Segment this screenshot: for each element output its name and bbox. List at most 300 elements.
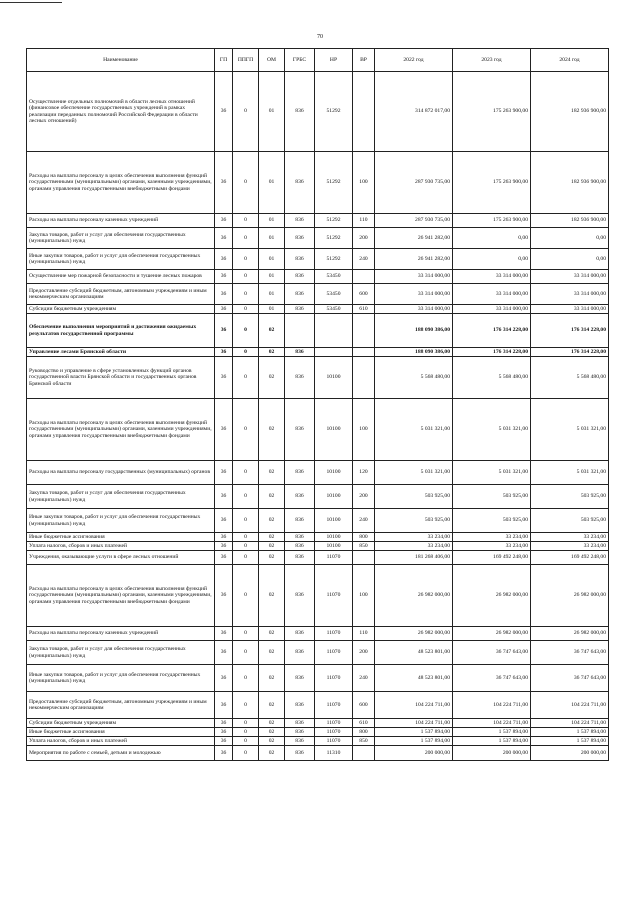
row-vr: 120 bbox=[353, 461, 375, 485]
row-om: 02 bbox=[259, 746, 285, 761]
row-amount-2022: 188 090 386,00 bbox=[375, 348, 453, 357]
row-name: Закупка товаров, работ и услуг для обеспечения государственных (муниципальных) нужд bbox=[27, 485, 215, 509]
table-row bbox=[27, 152, 609, 214]
row-amount-2022: 314 872 017,00 bbox=[375, 72, 453, 152]
row-amount-2024: 182 936 900,00 bbox=[531, 72, 609, 152]
row-amount-2024: 33 314 000,00 bbox=[531, 284, 609, 305]
row-amount-2024: 33 314 000,00 bbox=[531, 270, 609, 284]
row-grbs: 836 bbox=[285, 551, 315, 565]
row-amount-2023: 5 568 480,00 bbox=[453, 357, 531, 399]
row-nr: 10100 bbox=[315, 461, 353, 485]
table-row bbox=[27, 270, 609, 284]
row-amount-2022: 188 090 386,00 bbox=[375, 314, 453, 348]
row-amount-2023: 36 747 643,00 bbox=[453, 641, 531, 665]
row-om: 02 bbox=[259, 542, 285, 551]
row-amount-2022: 5 031 321,00 bbox=[375, 461, 453, 485]
row-gp: 36 bbox=[215, 399, 233, 461]
row-nr: 10100 bbox=[315, 542, 353, 551]
row-amount-2024: 36 747 643,00 bbox=[531, 665, 609, 692]
row-ppgp: 0 bbox=[233, 719, 259, 728]
row-gp: 36 bbox=[215, 214, 233, 228]
row-ppgp: 0 bbox=[233, 214, 259, 228]
row-vr bbox=[353, 270, 375, 284]
row-vr: 800 bbox=[353, 728, 375, 737]
row-name: Расходы на выплаты персоналу государственных (муниципальных) органов bbox=[27, 461, 215, 485]
row-name: Учреждения, оказывающие услуги в сфере лесных отношений bbox=[27, 551, 215, 565]
row-om: 02 bbox=[259, 565, 285, 627]
row-vr: 110 bbox=[353, 627, 375, 641]
row-nr: 11070 bbox=[315, 641, 353, 665]
row-gp: 36 bbox=[215, 485, 233, 509]
row-name: Уплата налогов, сборов и иных платежей bbox=[27, 737, 215, 746]
row-amount-2023: 175 263 900,00 bbox=[453, 72, 531, 152]
table-row bbox=[27, 533, 609, 542]
row-grbs: 836 bbox=[285, 270, 315, 284]
row-ppgp: 0 bbox=[233, 348, 259, 357]
row-name: Расходы на выплаты персоналу казенных учреждений bbox=[27, 627, 215, 641]
row-om: 02 bbox=[259, 533, 285, 542]
row-om: 01 bbox=[259, 284, 285, 305]
row-nr: 53450 bbox=[315, 305, 353, 314]
row-gp: 36 bbox=[215, 270, 233, 284]
row-amount-2022: 33 234,00 bbox=[375, 533, 453, 542]
row-amount-2022: 5 568 480,00 bbox=[375, 357, 453, 399]
row-amount-2024: 33 234,00 bbox=[531, 542, 609, 551]
row-nr: 53450 bbox=[315, 284, 353, 305]
row-amount-2023: 33 314 000,00 bbox=[453, 305, 531, 314]
row-grbs: 836 bbox=[285, 719, 315, 728]
row-nr: 11070 bbox=[315, 737, 353, 746]
row-amount-2022: 26 941 282,00 bbox=[375, 249, 453, 270]
row-nr: 10100 bbox=[315, 485, 353, 509]
row-ppgp: 0 bbox=[233, 152, 259, 214]
table-row bbox=[27, 72, 609, 152]
row-ppgp: 0 bbox=[233, 228, 259, 249]
row-gp: 36 bbox=[215, 542, 233, 551]
table-row bbox=[27, 249, 609, 270]
row-ppgp: 0 bbox=[233, 314, 259, 348]
row-om: 01 bbox=[259, 214, 285, 228]
row-vr bbox=[353, 357, 375, 399]
row-amount-2022: 104 224 711,00 bbox=[375, 692, 453, 719]
row-gp: 36 bbox=[215, 72, 233, 152]
row-ppgp: 0 bbox=[233, 728, 259, 737]
header-year-2024: 2024 год bbox=[531, 49, 609, 72]
row-vr: 850 bbox=[353, 542, 375, 551]
row-nr: 10100 bbox=[315, 509, 353, 533]
row-amount-2023: 104 224 711,00 bbox=[453, 692, 531, 719]
table-row bbox=[27, 542, 609, 551]
row-nr: 10100 bbox=[315, 357, 353, 399]
table-row bbox=[27, 509, 609, 533]
table-row bbox=[27, 728, 609, 737]
row-vr: 240 bbox=[353, 665, 375, 692]
row-nr: 11070 bbox=[315, 692, 353, 719]
row-grbs: 836 bbox=[285, 665, 315, 692]
row-nr: 51292 bbox=[315, 249, 353, 270]
row-amount-2022: 26 982 000,00 bbox=[375, 565, 453, 627]
row-om: 02 bbox=[259, 692, 285, 719]
row-amount-2022: 5 031 321,00 bbox=[375, 399, 453, 461]
row-vr: 100 bbox=[353, 399, 375, 461]
table-row bbox=[27, 228, 609, 249]
row-gp: 36 bbox=[215, 152, 233, 214]
row-ppgp: 0 bbox=[233, 665, 259, 692]
row-om: 02 bbox=[259, 627, 285, 641]
row-ppgp: 0 bbox=[233, 284, 259, 305]
table-row bbox=[27, 348, 609, 357]
row-name: Субсидии бюджетным учреждениям bbox=[27, 719, 215, 728]
row-amount-2023: 0,00 bbox=[453, 228, 531, 249]
row-ppgp: 0 bbox=[233, 627, 259, 641]
header-gp: ГП bbox=[215, 49, 233, 72]
row-nr: 51292 bbox=[315, 72, 353, 152]
row-ppgp: 0 bbox=[233, 509, 259, 533]
row-name: Осуществление отдельных полномочий в области лесных отношений (финансовое обеспечение государственных учреждений в рамках реализации переданных полномочий Российской Федерации в области лесных отношений) bbox=[27, 72, 215, 152]
row-nr: 51292 bbox=[315, 214, 353, 228]
table-row bbox=[27, 627, 609, 641]
row-om: 02 bbox=[259, 509, 285, 533]
row-amount-2022: 1 537 894,00 bbox=[375, 728, 453, 737]
row-gp: 36 bbox=[215, 284, 233, 305]
row-amount-2024: 200 000,00 bbox=[531, 746, 609, 761]
row-amount-2022: 181 268 406,00 bbox=[375, 551, 453, 565]
row-nr: 11070 bbox=[315, 627, 353, 641]
table-row bbox=[27, 551, 609, 565]
row-om: 02 bbox=[259, 728, 285, 737]
row-grbs: 836 bbox=[285, 357, 315, 399]
row-grbs: 836 bbox=[285, 565, 315, 627]
row-vr: 850 bbox=[353, 737, 375, 746]
row-amount-2023: 33 234,00 bbox=[453, 533, 531, 542]
row-gp: 36 bbox=[215, 357, 233, 399]
row-amount-2023: 5 031 321,00 bbox=[453, 399, 531, 461]
row-grbs: 836 bbox=[285, 228, 315, 249]
row-om: 02 bbox=[259, 348, 285, 357]
row-name: Уплата налогов, сборов и иных платежей bbox=[27, 542, 215, 551]
row-amount-2024: 182 936 900,00 bbox=[531, 152, 609, 214]
row-ppgp: 0 bbox=[233, 357, 259, 399]
table-row bbox=[27, 665, 609, 692]
row-grbs: 836 bbox=[285, 509, 315, 533]
row-vr: 800 bbox=[353, 533, 375, 542]
row-amount-2022: 33 314 000,00 bbox=[375, 270, 453, 284]
row-vr bbox=[353, 314, 375, 348]
row-om: 01 bbox=[259, 152, 285, 214]
row-ppgp: 0 bbox=[233, 72, 259, 152]
row-name: Предоставление субсидий бюджетным, автономным учреждениям и иным некоммерческим организациям bbox=[27, 284, 215, 305]
row-amount-2024: 0,00 bbox=[531, 228, 609, 249]
header-year-2022: 2022 год bbox=[375, 49, 453, 72]
row-name: Управление лесами Брянской области bbox=[27, 348, 215, 357]
table-row bbox=[27, 314, 609, 348]
row-gp: 36 bbox=[215, 314, 233, 348]
row-gp: 36 bbox=[215, 461, 233, 485]
row-amount-2024: 5 031 321,00 bbox=[531, 399, 609, 461]
row-nr: 11070 bbox=[315, 665, 353, 692]
row-om: 02 bbox=[259, 357, 285, 399]
table-body bbox=[27, 72, 609, 761]
row-vr bbox=[353, 746, 375, 761]
row-vr: 100 bbox=[353, 565, 375, 627]
row-gp: 36 bbox=[215, 692, 233, 719]
row-vr bbox=[353, 551, 375, 565]
row-grbs: 836 bbox=[285, 461, 315, 485]
table-row bbox=[27, 692, 609, 719]
row-vr: 110 bbox=[353, 214, 375, 228]
row-amount-2023: 33 314 000,00 bbox=[453, 284, 531, 305]
table-row bbox=[27, 214, 609, 228]
row-name: Расходы на выплаты персоналу в целях обеспечения выполнения функций государственными (муниципальными) органами, казенными учреждениями, органами управления государственными внебюджетными фондами bbox=[27, 565, 215, 627]
row-amount-2024: 5 031 321,00 bbox=[531, 461, 609, 485]
row-name: Мероприятия по работе с семьей, детьми и молодежью bbox=[27, 746, 215, 761]
row-name: Расходы на выплаты персоналу в целях обеспечения выполнения функций государственными (муниципальными) органами, казенными учреждениями, органами управления государственными внебюджетными фондами bbox=[27, 399, 215, 461]
row-gp: 36 bbox=[215, 737, 233, 746]
row-amount-2022: 48 523 801,00 bbox=[375, 665, 453, 692]
row-amount-2022: 26 941 282,00 bbox=[375, 228, 453, 249]
header-om: ОМ bbox=[259, 49, 285, 72]
row-amount-2022: 48 523 801,00 bbox=[375, 641, 453, 665]
table-row bbox=[27, 399, 609, 461]
row-amount-2022: 287 930 735,00 bbox=[375, 214, 453, 228]
header-grbs: ГРБС bbox=[285, 49, 315, 72]
header-name: Наименование bbox=[27, 49, 215, 72]
table-row bbox=[27, 746, 609, 761]
row-amount-2023: 175 263 900,00 bbox=[453, 214, 531, 228]
row-ppgp: 0 bbox=[233, 737, 259, 746]
row-amount-2023: 175 263 900,00 bbox=[453, 152, 531, 214]
header-ppgp: ППГП bbox=[233, 49, 259, 72]
row-gp: 36 bbox=[215, 509, 233, 533]
row-nr: 11070 bbox=[315, 565, 353, 627]
row-name: Расходы на выплаты персоналу казенных учреждений bbox=[27, 214, 215, 228]
row-ppgp: 0 bbox=[233, 270, 259, 284]
row-gp: 36 bbox=[215, 719, 233, 728]
row-name: Обеспечение выполнения мероприятий и достижения ожидаемых результатов государственной программы bbox=[27, 314, 215, 348]
row-amount-2024: 169 492 248,00 bbox=[531, 551, 609, 565]
row-om: 02 bbox=[259, 737, 285, 746]
row-gp: 36 bbox=[215, 305, 233, 314]
row-om: 02 bbox=[259, 641, 285, 665]
row-grbs: 836 bbox=[285, 72, 315, 152]
row-grbs: 836 bbox=[285, 641, 315, 665]
row-grbs: 836 bbox=[285, 692, 315, 719]
row-name: Руководство и управление в сфере установленных функций органов государственной власти Брянской области и государственных органов Брянской области bbox=[27, 357, 215, 399]
row-grbs: 836 bbox=[285, 737, 315, 746]
row-amount-2023: 33 234,00 bbox=[453, 542, 531, 551]
row-name: Иные закупки товаров, работ и услуг для обеспечения государственных (муниципальных) нужд bbox=[27, 249, 215, 270]
row-grbs: 836 bbox=[285, 485, 315, 509]
row-grbs: 836 bbox=[285, 542, 315, 551]
row-nr: 11070 bbox=[315, 719, 353, 728]
row-ppgp: 0 bbox=[233, 565, 259, 627]
row-om: 02 bbox=[259, 314, 285, 348]
top-rule bbox=[0, 2, 62, 3]
row-om: 02 bbox=[259, 485, 285, 509]
row-om: 01 bbox=[259, 228, 285, 249]
row-nr: 11070 bbox=[315, 728, 353, 737]
row-amount-2024: 1 537 894,00 bbox=[531, 737, 609, 746]
row-amount-2022: 503 925,00 bbox=[375, 485, 453, 509]
header-vr: ВР bbox=[353, 49, 375, 72]
row-name: Расходы на выплаты персоналу в целях обеспечения выполнения функций государственными (муниципальными) органами, казенными учреждениями, органами управления государственными внебюджетными фондами bbox=[27, 152, 215, 214]
row-amount-2023: 503 925,00 bbox=[453, 509, 531, 533]
row-gp: 36 bbox=[215, 533, 233, 542]
table-row bbox=[27, 461, 609, 485]
row-name: Иные закупки товаров, работ и услуг для обеспечения государственных (муниципальных) нужд bbox=[27, 509, 215, 533]
row-amount-2024: 503 925,00 bbox=[531, 509, 609, 533]
row-ppgp: 0 bbox=[233, 485, 259, 509]
row-name: Осуществление мер пожарной безопасности и тушение лесных пожаров bbox=[27, 270, 215, 284]
table-row bbox=[27, 305, 609, 314]
row-ppgp: 0 bbox=[233, 746, 259, 761]
row-grbs: 836 bbox=[285, 533, 315, 542]
row-grbs: 836 bbox=[285, 305, 315, 314]
row-om: 02 bbox=[259, 719, 285, 728]
row-amount-2024: 104 224 711,00 bbox=[531, 692, 609, 719]
row-amount-2024: 1 537 894,00 bbox=[531, 728, 609, 737]
row-vr: 610 bbox=[353, 305, 375, 314]
row-nr: 11070 bbox=[315, 551, 353, 565]
row-amount-2023: 33 314 000,00 bbox=[453, 270, 531, 284]
row-name: Закупка товаров, работ и услуг для обеспечения государственных (муниципальных) нужд bbox=[27, 228, 215, 249]
row-ppgp: 0 bbox=[233, 461, 259, 485]
row-grbs: 836 bbox=[285, 627, 315, 641]
row-name: Закупка товаров, работ и услуг для обеспечения государственных (муниципальных) нужд bbox=[27, 641, 215, 665]
table-row bbox=[27, 357, 609, 399]
row-name: Предоставление субсидий бюджетным, автономным учреждениям и иным некоммерческим организациям bbox=[27, 692, 215, 719]
table-row bbox=[27, 284, 609, 305]
row-grbs: 836 bbox=[285, 152, 315, 214]
row-amount-2022: 33 234,00 bbox=[375, 542, 453, 551]
row-vr bbox=[353, 72, 375, 152]
row-grbs: 836 bbox=[285, 284, 315, 305]
row-grbs: 836 bbox=[285, 728, 315, 737]
row-ppgp: 0 bbox=[233, 533, 259, 542]
row-gp: 36 bbox=[215, 728, 233, 737]
row-amount-2024: 182 936 900,00 bbox=[531, 214, 609, 228]
row-nr bbox=[315, 348, 353, 357]
table-row bbox=[27, 641, 609, 665]
row-grbs: 836 bbox=[285, 399, 315, 461]
row-ppgp: 0 bbox=[233, 641, 259, 665]
row-vr: 200 bbox=[353, 641, 375, 665]
table-row bbox=[27, 719, 609, 728]
row-amount-2024: 176 314 228,00 bbox=[531, 348, 609, 357]
table-row bbox=[27, 565, 609, 627]
row-amount-2023: 200 000,00 bbox=[453, 746, 531, 761]
row-grbs: 836 bbox=[285, 249, 315, 270]
row-nr bbox=[315, 314, 353, 348]
row-om: 01 bbox=[259, 249, 285, 270]
row-amount-2024: 503 925,00 bbox=[531, 485, 609, 509]
row-om: 02 bbox=[259, 461, 285, 485]
budget-table bbox=[26, 48, 609, 761]
row-name: Иные бюджетные ассигнования bbox=[27, 533, 215, 542]
row-grbs: 836 bbox=[285, 348, 315, 357]
row-amount-2024: 33 314 000,00 bbox=[531, 305, 609, 314]
row-gp: 36 bbox=[215, 249, 233, 270]
row-om: 02 bbox=[259, 551, 285, 565]
row-ppgp: 0 bbox=[233, 399, 259, 461]
row-amount-2023: 26 982 000,00 bbox=[453, 565, 531, 627]
row-amount-2024: 26 982 000,00 bbox=[531, 627, 609, 641]
row-nr: 51292 bbox=[315, 152, 353, 214]
row-om: 02 bbox=[259, 399, 285, 461]
row-amount-2022: 503 925,00 bbox=[375, 509, 453, 533]
row-amount-2023: 1 537 894,00 bbox=[453, 728, 531, 737]
row-vr bbox=[353, 348, 375, 357]
row-om: 01 bbox=[259, 72, 285, 152]
row-vr: 200 bbox=[353, 485, 375, 509]
row-amount-2022: 287 930 735,00 bbox=[375, 152, 453, 214]
row-om: 02 bbox=[259, 665, 285, 692]
row-grbs bbox=[285, 314, 315, 348]
row-amount-2024: 33 234,00 bbox=[531, 533, 609, 542]
row-amount-2024: 0,00 bbox=[531, 249, 609, 270]
row-nr: 53450 bbox=[315, 270, 353, 284]
row-grbs: 836 bbox=[285, 746, 315, 761]
row-amount-2023: 5 031 321,00 bbox=[453, 461, 531, 485]
row-amount-2022: 104 224 711,00 bbox=[375, 719, 453, 728]
row-gp: 36 bbox=[215, 551, 233, 565]
row-amount-2023: 104 224 711,00 bbox=[453, 719, 531, 728]
row-name: Иные бюджетные ассигнования bbox=[27, 728, 215, 737]
row-amount-2022: 200 000,00 bbox=[375, 746, 453, 761]
row-nr: 10100 bbox=[315, 399, 353, 461]
table-row bbox=[27, 737, 609, 746]
row-vr: 600 bbox=[353, 284, 375, 305]
row-amount-2022: 26 982 000,00 bbox=[375, 627, 453, 641]
row-gp: 36 bbox=[215, 565, 233, 627]
row-ppgp: 0 bbox=[233, 692, 259, 719]
row-amount-2023: 169 492 248,00 bbox=[453, 551, 531, 565]
row-grbs: 836 bbox=[285, 214, 315, 228]
row-gp: 36 bbox=[215, 627, 233, 641]
page-number: 70 bbox=[317, 34, 323, 40]
row-amount-2024: 26 982 000,00 bbox=[531, 565, 609, 627]
row-amount-2023: 503 925,00 bbox=[453, 485, 531, 509]
row-vr: 610 bbox=[353, 719, 375, 728]
row-amount-2022: 1 537 894,00 bbox=[375, 737, 453, 746]
row-vr: 240 bbox=[353, 509, 375, 533]
row-amount-2024: 36 747 643,00 bbox=[531, 641, 609, 665]
table-header-row bbox=[27, 49, 609, 72]
row-om: 01 bbox=[259, 270, 285, 284]
header-nr: НР bbox=[315, 49, 353, 72]
row-amount-2023: 176 314 228,00 bbox=[453, 314, 531, 348]
header-year-2023: 2023 год bbox=[453, 49, 531, 72]
row-amount-2023: 36 747 643,00 bbox=[453, 665, 531, 692]
row-gp: 36 bbox=[215, 665, 233, 692]
row-om: 01 bbox=[259, 305, 285, 314]
row-vr: 200 bbox=[353, 228, 375, 249]
row-amount-2023: 0,00 bbox=[453, 249, 531, 270]
row-gp: 36 bbox=[215, 641, 233, 665]
row-vr: 240 bbox=[353, 249, 375, 270]
row-name: Иные закупки товаров, работ и услуг для обеспечения государственных (муниципальных) нужд bbox=[27, 665, 215, 692]
row-ppgp: 0 bbox=[233, 305, 259, 314]
row-amount-2022: 33 314 000,00 bbox=[375, 284, 453, 305]
row-amount-2024: 104 224 711,00 bbox=[531, 719, 609, 728]
row-vr: 600 bbox=[353, 692, 375, 719]
row-amount-2023: 176 314 228,00 bbox=[453, 348, 531, 357]
row-ppgp: 0 bbox=[233, 249, 259, 270]
row-nr: 10100 bbox=[315, 533, 353, 542]
row-amount-2024: 5 568 480,00 bbox=[531, 357, 609, 399]
row-vr: 100 bbox=[353, 152, 375, 214]
row-amount-2022: 33 314 000,00 bbox=[375, 305, 453, 314]
